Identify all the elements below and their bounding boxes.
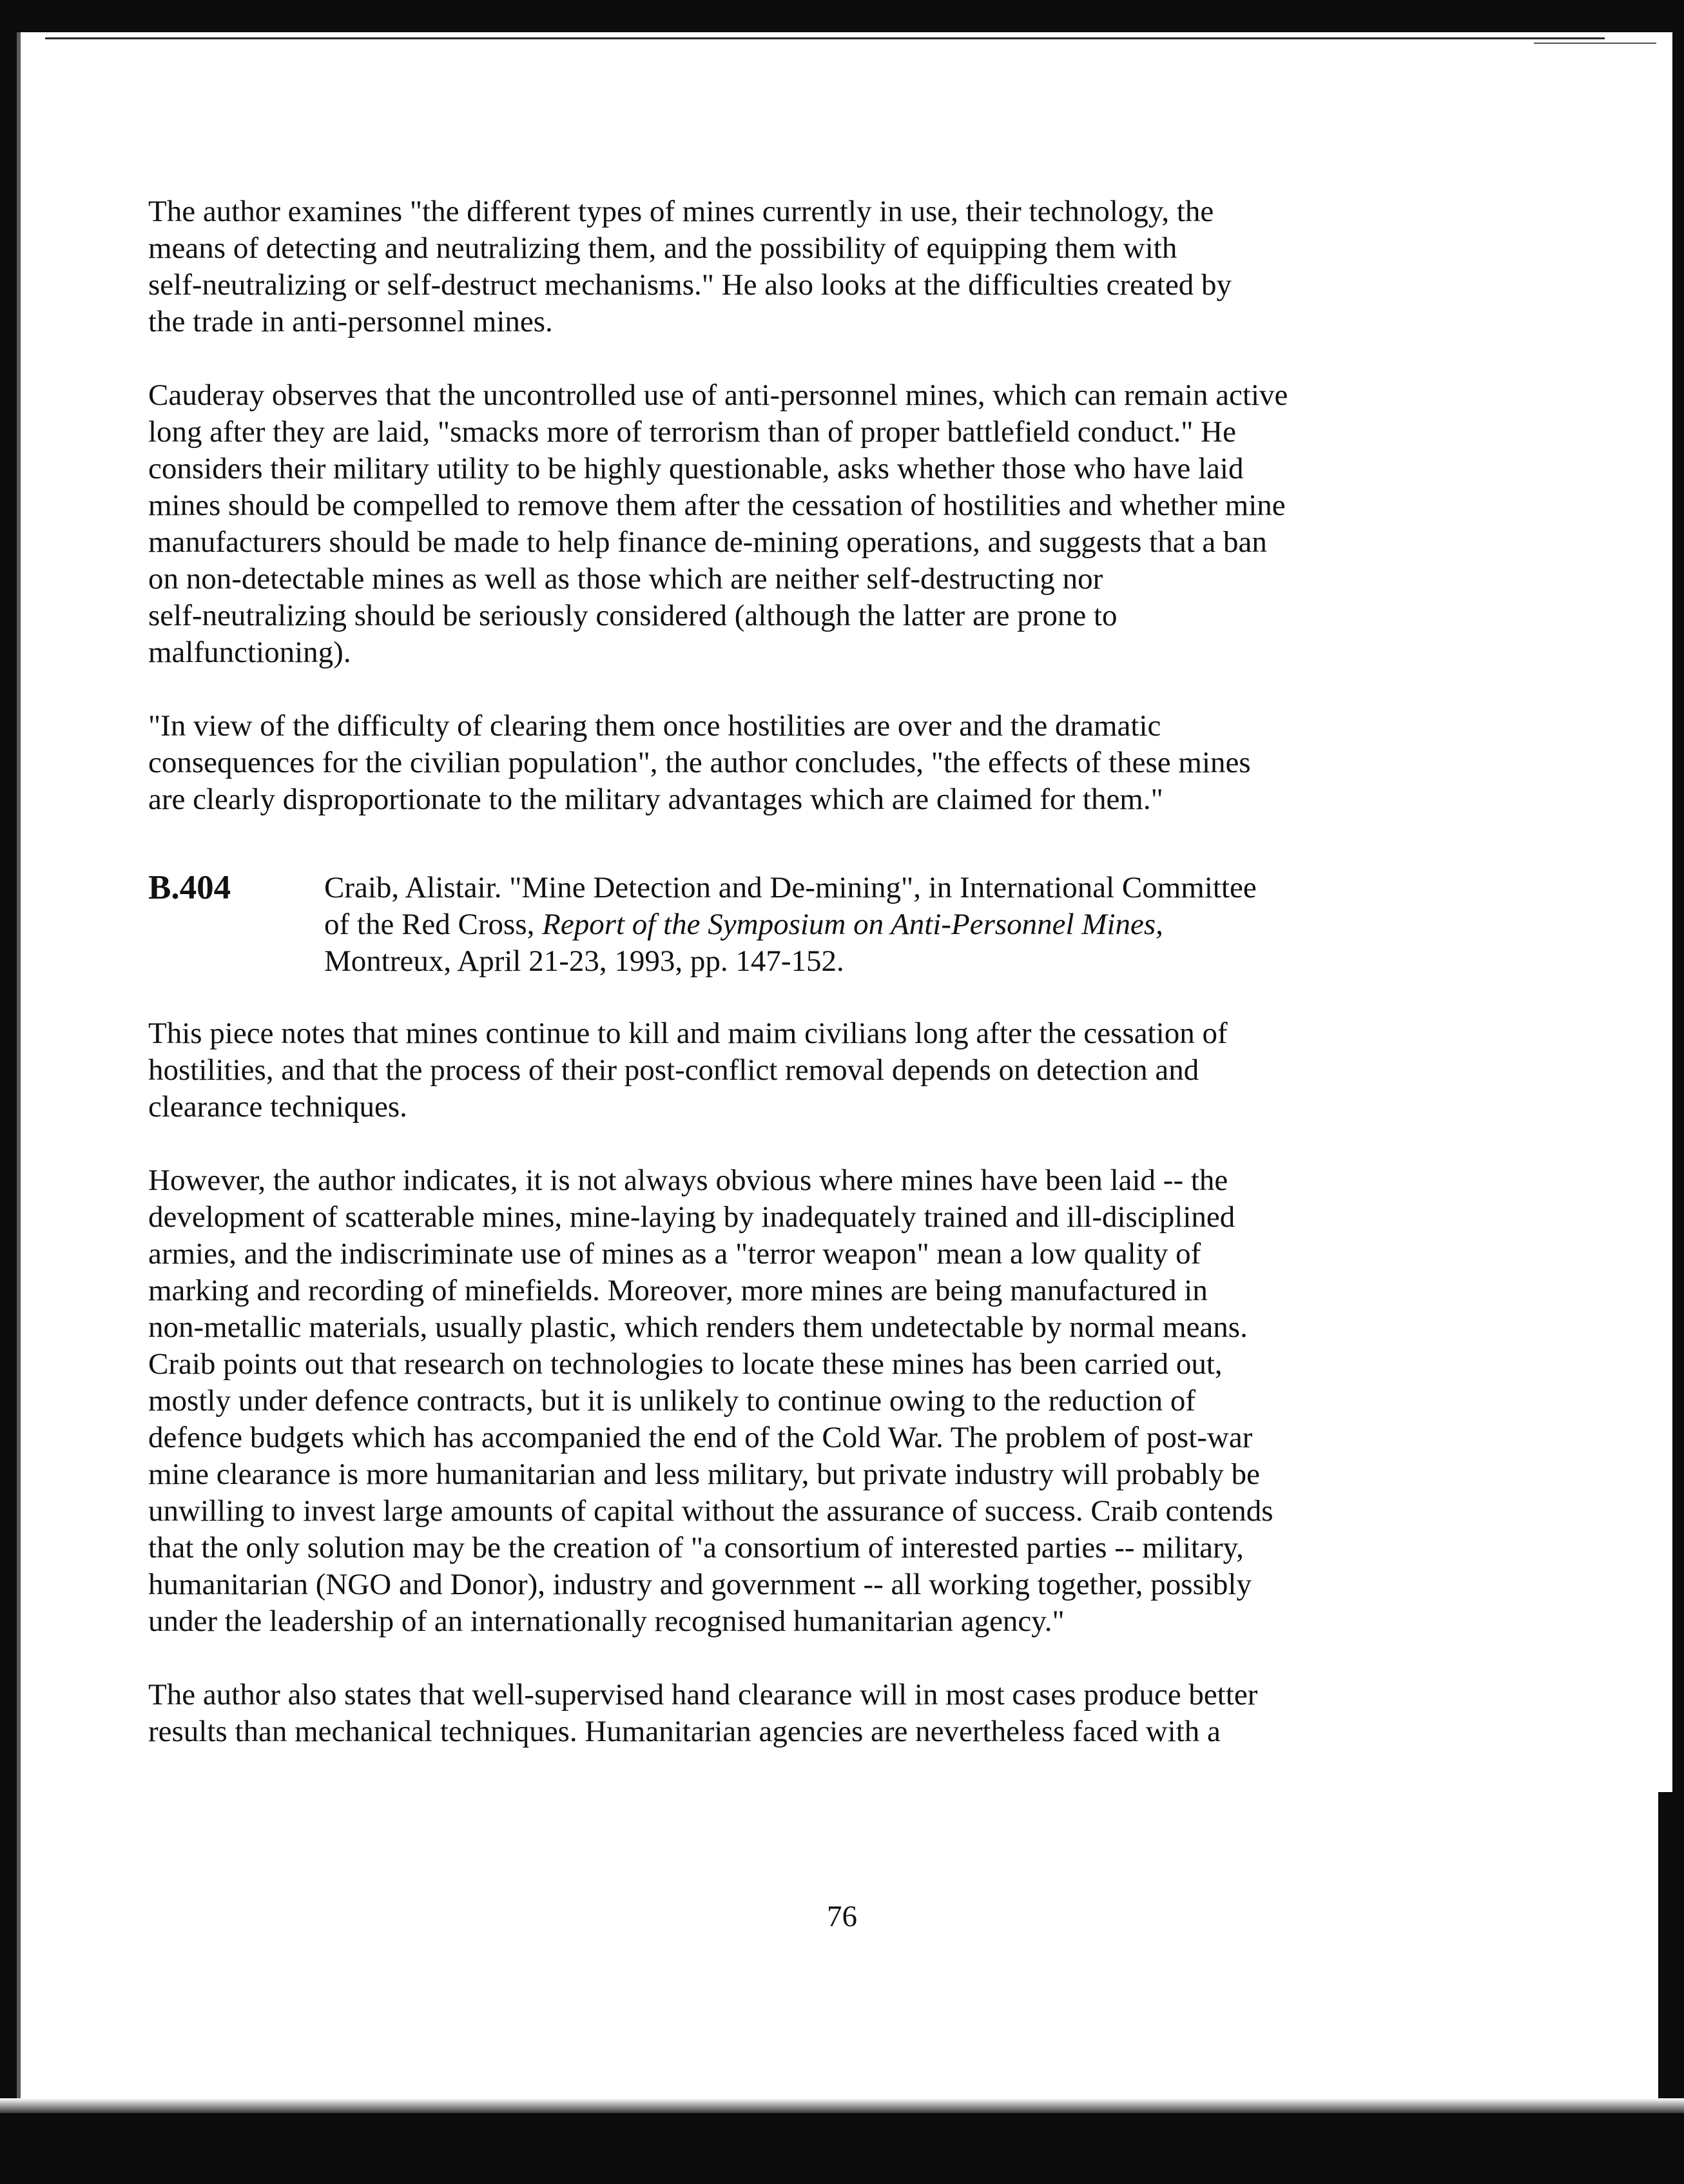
paragraph-summary: This piece notes that mines continue to kill and maim civilians long after the cessation of hostilities, and that the process of their post-conflict removal depends on detection and clearance techniques. (148, 1017, 1228, 1124)
scan-border-right-inner (1658, 1792, 1672, 2101)
paragraph-mine-types: The author examines "the different types of mines currently in use, their technology, the means of detecting and neutralizing them, and the possibility of equipping them with self-neutralizing or self-destruct mechanisms." He also looks at the difficulties created by the trade in anti-personnel mines. (148, 195, 1232, 338)
page-body (148, 193, 1398, 1750)
citation-publication-details: Montreux, April 21-23, 1993, pp. 147-152. (324, 944, 844, 978)
paragraph-hand-clearance: The author also states that well-supervised hand clearance will in most cases produce better results than mechanical techniques. Humanitarian agencies are nevertheless faced with a (148, 1678, 1258, 1748)
scan-border-left (0, 32, 17, 2101)
scan-border-top (0, 0, 1684, 32)
page-number: 76 (827, 1900, 857, 1933)
paragraph-cauderay: Cauderay observes that the uncontrolled use of anti-personnel mines, which can remain active long after they are laid, "smacks more of terrorism than of proper battlefield conduct." He considers their military utility to be highly questionable, asks whether those who have laid mines should be compelled to remove them after the cessation of hostilities and whether mine manufacturers should be made to help finance de-mining operations, and suggests that a ban on non-detectable mines as well as those which are neither self-destructing nor self-neutralizing should be seriously considered (although the latter are prone to malfunctioning). (148, 378, 1288, 669)
entry-id: B.404 (148, 869, 231, 906)
scan-line-top (45, 37, 1605, 39)
paragraph-detection-issues: However, the author indicates, it is not always obvious where mines have been laid -- the development of scatterable mines, mine-laying by inadequately trained and ill-disciplined armies, and the indiscriminate use of mines as a "terror weapon" mean a low quality of marking and recording of minefields. Moreover, more mines are being manufactured in non-metallic materials, usually plastic, which renders them undetectable by normal means. Craib points out that research on technologies to locate these mines has been carried out, mostly under defence contracts, but it is unlikely to continue owing to the reduction of defence budgets which has accompanied the end of the Cold War. The problem of post-war mine clearance is more humanitarian and less military, but private industry will probably be unwilling to invest large amounts of capital without the assurance of success. Craib contends that the only solution may be the creation of "a consortium of interested parties -- military, humanitarian (NGO and Donor), industry and government -- all working together, possibly under the leadership of an internationally recognised humanitarian agency." (148, 1164, 1273, 1638)
scan-edge-bottom (0, 2098, 1684, 2113)
scan-border-right (1672, 32, 1684, 2113)
entry-citation (324, 870, 1257, 980)
citation-report-title: Report of the Symposium on Anti-Personnel Mines, (542, 908, 1163, 941)
citation-author-title: Craib, Alistair. "Mine Detection and De-mining", in International Committee of the Red Cross, (324, 871, 1257, 941)
paragraph-conclusion-quote: "In view of the difficulty of clearing them once hostilities are over and the dramatic consequences for the civilian population", the author concludes, "the effects of these mines are clearly disproportionate to the military advantages which are claimed for them." (148, 709, 1251, 816)
scan-border-bottom (0, 2113, 1684, 2184)
scan-line-top-right (1534, 43, 1656, 44)
scan-border-left-inner (17, 32, 21, 2101)
bibliography-entry (148, 870, 1398, 980)
